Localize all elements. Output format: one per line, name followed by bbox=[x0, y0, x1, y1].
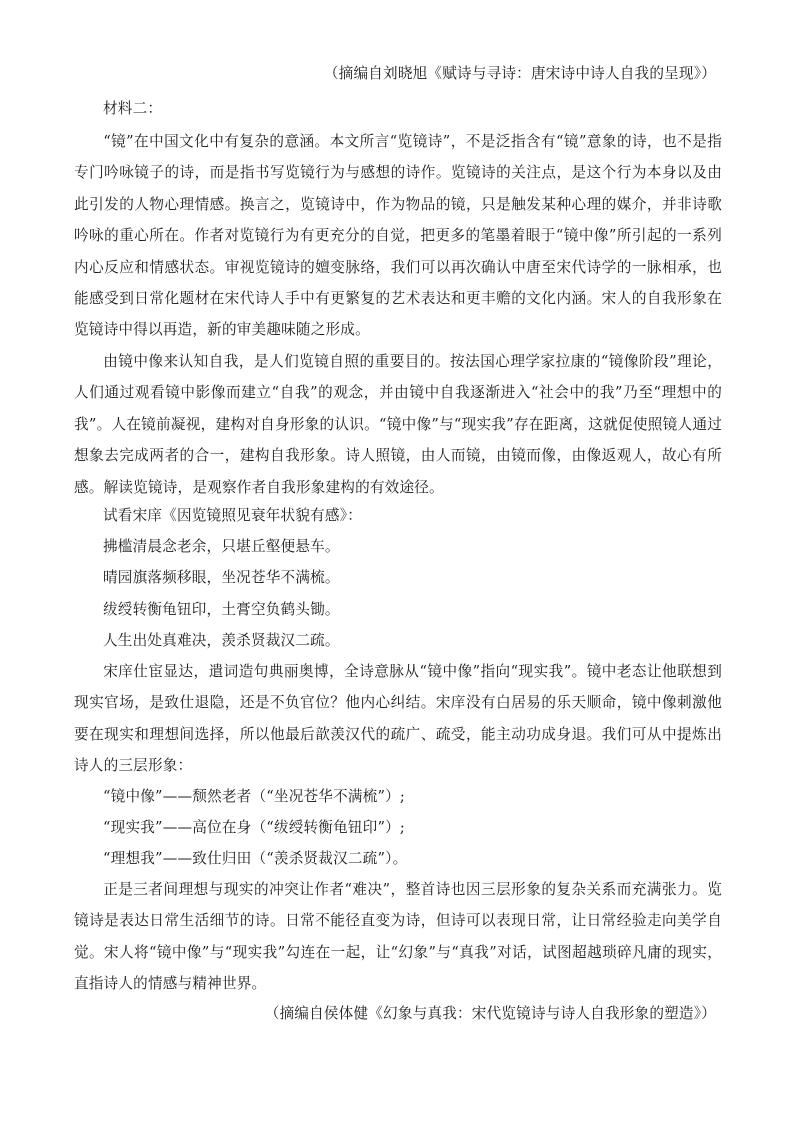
source-citation-top: （摘编自刘晓旭《赋诗与寻诗：唐宋诗中诗人自我的呈现》） bbox=[323, 65, 716, 82]
poem-line-2: 晴园旗落频移眼，坐况苍华不满梳。 bbox=[103, 569, 340, 586]
layer-line-3: “理想我”——致仕归田（“羡杀贤裁汉二疏”）。 bbox=[103, 850, 408, 867]
layer-line-2: “现实我”——高位在身（“绂绶转衡龟钮印”）; bbox=[103, 819, 406, 836]
layer-line-1: “镜中像”——颓然老者（“坐况苍华不满梳”）; bbox=[103, 788, 406, 805]
poem-line-4: 人生出处真难决，羡杀贤裁汉二疏。 bbox=[103, 632, 340, 649]
source-citation-bottom: （摘编自侯体健《幻象与真我：宋代览镜诗与诗人自我形象的塑造》） bbox=[264, 1005, 716, 1022]
paragraph-2: 由镜中像来认知自我，是人们览镜自照的重要目的。按法国心理学家拉康的“镜像阶段”理论，人们通过观看镜中影像而建立“自我”的观念，并由镜中自我逐渐进入“社会中的我”乃至“理想中的我”。人在镜前凝视，建构对自身形象的认识。“镜中像”与“现实我”存在距离，这就促使照镜人通过想象去完成两者的合一，建构自我形象。诗人照镜，由人而镜，由镜而像，由像返观人，故心有所感。解读览镜诗，是观察作者自我形象建构的有效途径。 bbox=[74, 353, 722, 496]
paragraph-4: 正是三者间理想与现实的冲突让作者“难决”，整首诗也因三层形象的复杂关系而充满张力。览镜诗是表达日常生活细节的诗。日常不能径直变为诗，但诗可以表现日常，让日常经验走向美学自觉。宋人将“镜中像”与“现实我”勾连在一起，让“幻象”与“真我”对话，试图超越琐碎凡庸的现实，直指诗人的情感与精神世界。 bbox=[74, 881, 722, 993]
poem-intro: 试看宋庠《因览镜照见衰年状貌有感》： bbox=[103, 507, 362, 524]
poem-line-1: 拂槛清晨念老余，只堪丘壑便悬车。 bbox=[103, 538, 340, 555]
poem-line-3: 绂绶转衡龟钮印，土膏空负鹤头锄。 bbox=[103, 601, 340, 618]
paragraph-1: “镜”在中国文化中有复杂的意涵。本文所言“览镜诗”，不是泛指含有“镜”意象的诗，也不是指专门吟咏镜子的诗，而是指书写览镜行为与感想的诗作。览镜诗的关注点，是这个行为本身以及由此引发的人物心理情感。换言之，览镜诗中，作为物品的镜，只是触发某种心理的媒介，并非诗歌吟咏的重心所在。作者对览镜行为有更充分的自觉，把更多的笔墨着眼于“镜中像”所引起的一系列内心反应和情感状态。审视览镜诗的嬗变脉络，我们可以再次确认中唐至宋代诗学的一脉相承，也能感受到日常化题材在宋代诗人手中有更繁复的艺术表达和更丰赡的文化内涵。宋人的自我形象在览镜诗中得以再造，新的审美趣味随之形成。 bbox=[74, 133, 722, 339]
material-heading: 材料二： bbox=[103, 100, 163, 117]
paragraph-3: 宋庠仕宦显达，遣词造句典丽奥博，全诗意脉从“镜中像”指向“现实我”。镜中老态让他联想到现实官场，是致仕退隐，还是不负官位？他内心纠结。宋庠没有白居易的乐天顺命，镜中像刺激他要在现实和理想间选择，所以他最后歆羡汉代的疏广、疏受，能主动功成身退。我们可从中提炼出诗人的三层形象： bbox=[74, 663, 722, 775]
